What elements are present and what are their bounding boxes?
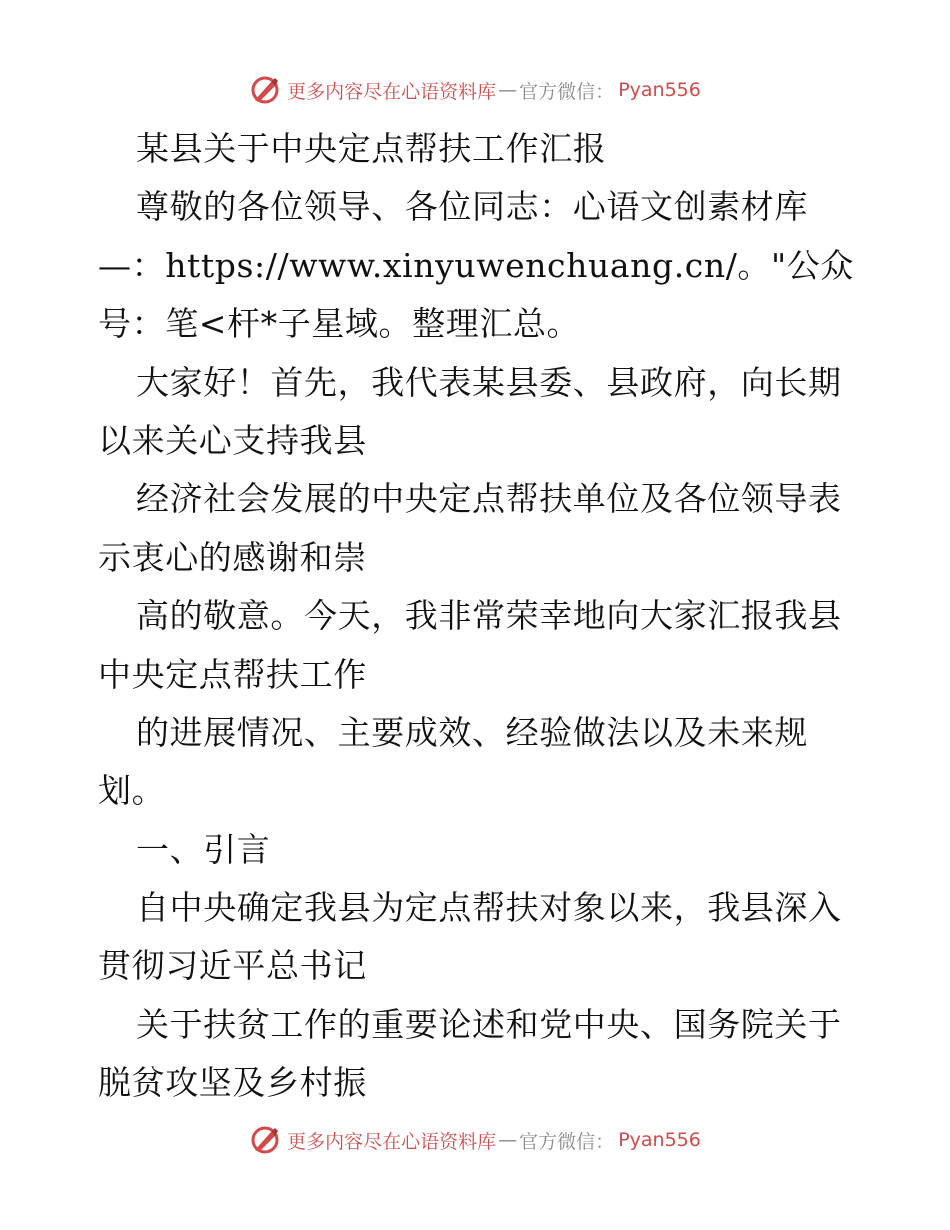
doc-line: 以来关心支持我县	[98, 420, 367, 460]
document-body	[98, 120, 858, 1113]
banner-wechat-label: 官方微信：	[519, 1130, 615, 1153]
banner-wechat-id: Pyan556	[618, 1129, 701, 1151]
doc-line: 自中央确定我县为定点帮扶对象以来，我县深入	[136, 888, 842, 928]
doc-title: 某县关于中央定点帮扶工作汇报	[136, 129, 607, 168]
doc-line: 贯彻习近平总书记	[98, 946, 367, 986]
doc-line: 划。	[98, 771, 166, 811]
section-heading: 一、引言	[136, 829, 271, 869]
banner-main-text: 更多内容尽在心语资料库	[287, 1130, 497, 1153]
header-watermark-banner	[0, 70, 950, 110]
banner-main-text: 更多内容尽在心语资料库	[287, 80, 497, 103]
banner-dash: —	[498, 1129, 518, 1151]
doc-line: 经济社会发展的中央定点帮扶单位及各位领导表	[136, 479, 842, 519]
brush-logo-icon	[249, 1124, 281, 1156]
footer-watermark-banner	[0, 1120, 950, 1160]
doc-line: 号：笔<杆*子星域。整理汇总。	[98, 304, 581, 344]
doc-line: 高的敬意。今天，我非常荣幸地向大家汇报我县	[136, 596, 842, 636]
banner-wechat-id: Pyan556	[618, 79, 701, 101]
banner-dash: —	[498, 79, 518, 101]
brush-logo-icon	[249, 74, 281, 106]
doc-line: 中央定点帮扶工作	[98, 654, 367, 694]
doc-line: 尊敬的各位领导、各位同志：心语文创素材库	[136, 187, 808, 227]
doc-line: 大家好！首先，我代表某县委、县政府，向长期	[136, 362, 842, 402]
doc-line: 脱贫攻坚及乡村振	[98, 1063, 367, 1103]
doc-line: 关于扶贫工作的重要论述和党中央、国务院关于	[136, 1004, 842, 1044]
doc-line: 示衷心的感谢和崇	[98, 537, 367, 577]
banner-wechat-label: 官方微信：	[519, 80, 615, 103]
doc-line: —：https://www.xinyuwenchuang.cn/。"公众	[98, 245, 855, 285]
doc-line: 的进展情况、主要成效、经验做法以及未来规	[136, 712, 808, 752]
